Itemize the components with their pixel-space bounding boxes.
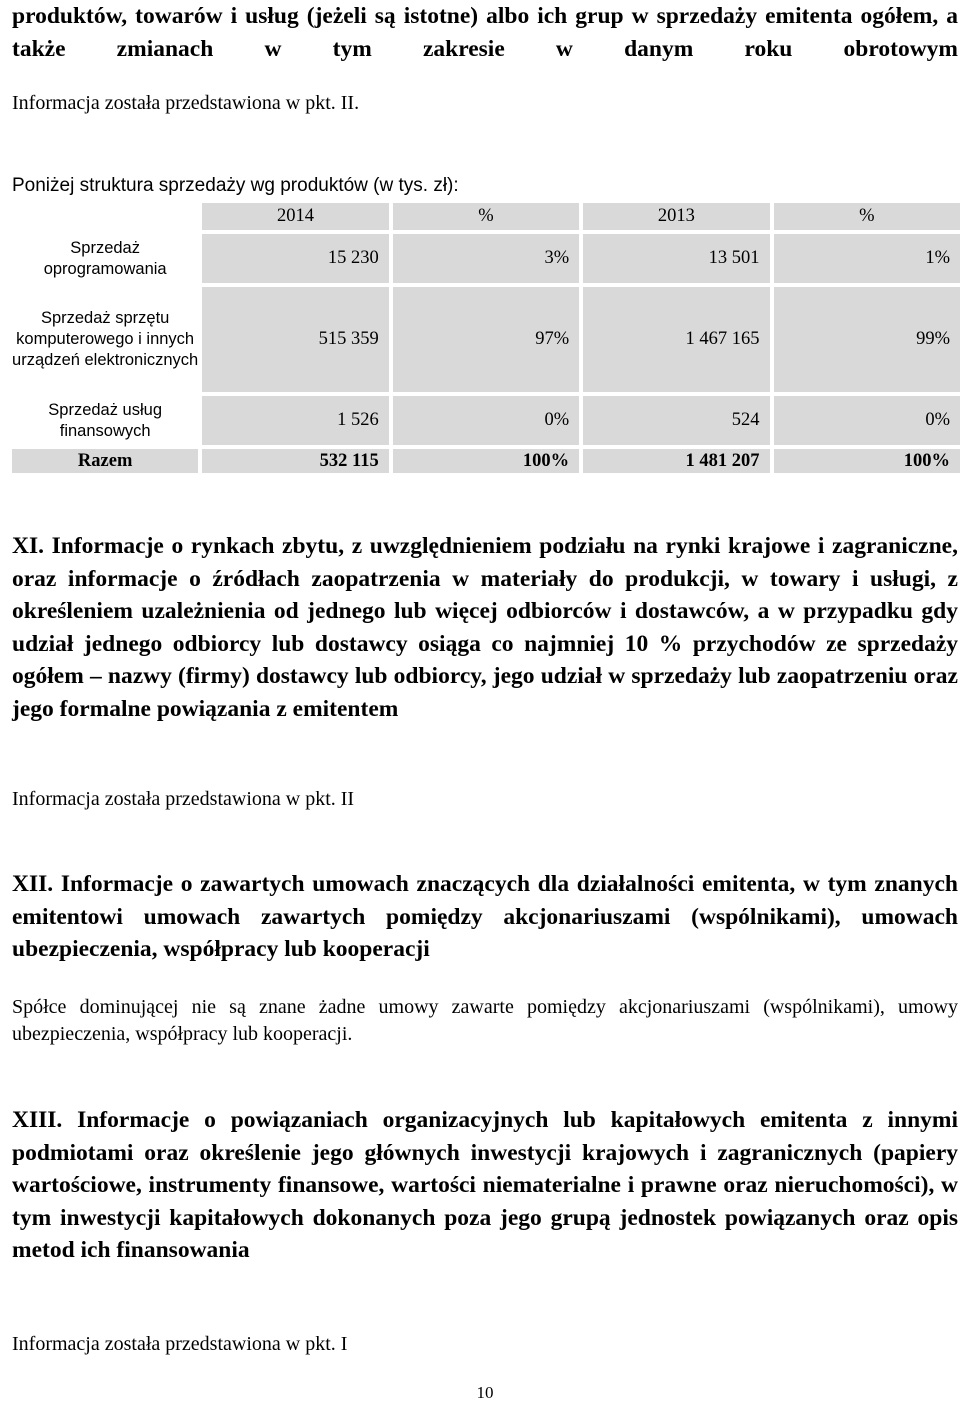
section-heading-continued: produktów, towarów i usług (jeżeli są istotne) albo ich grup w sprzedaży emitenta ogółem, a także zmianach w tym zakresie w danym roku obrotowym xyxy=(12,3,958,62)
table-row xyxy=(12,392,960,445)
cell-value-2014: 15 230 xyxy=(198,230,388,283)
row-label: Sprzedaż sprzętu komputerowego i innych urządzeń elektronicznych xyxy=(12,283,198,392)
sales-structure-table xyxy=(12,199,960,473)
section-xii-text: Spółce dominującej nie są znane żadne umowy zawarte pomiędzy akcjonariuszami (wspólnikami), umowy ubezpieczenia, współpracy lub kooperacji. xyxy=(12,996,958,1045)
table-row xyxy=(12,283,960,392)
cell-percent-2013: 99% xyxy=(770,283,960,392)
cell-value-2014: 1 526 xyxy=(198,392,388,445)
total-label: Razem xyxy=(12,445,198,473)
total-value-2013: 1 481 207 xyxy=(579,445,769,473)
section-xiii-heading: XIII. Informacje o powiązaniach organizacyjnych lub kapitałowych emitenta z innymi podmiotami oraz określenie jego głównych inwestycji krajowych i zagranicznych (papiery wartościowe, instrumenty finansowe, wartości niematerialne i prawne oraz nieruchomości), w tym inwestycji kapitałowych dokonanych poza jego grupą jednostek powiązanych oraz opis metod ich finansowania xyxy=(12,1107,958,1263)
cell-percent-2013: 0% xyxy=(770,392,960,445)
page-number: 10 xyxy=(476,1383,494,1402)
row-label: Sprzedaż oprogramowania xyxy=(12,230,198,283)
cell-percent-2013: 1% xyxy=(770,230,960,283)
header-percent-2014: % xyxy=(389,199,579,230)
section-xi-text: Informacja została przedstawiona w pkt. II xyxy=(12,788,355,810)
cell-value-2014: 515 359 xyxy=(198,283,388,392)
cell-percent-2014: 97% xyxy=(389,283,579,392)
header-2013: 2013 xyxy=(579,199,769,230)
cell-value-2013: 524 xyxy=(579,392,769,445)
cell-percent-2014: 0% xyxy=(389,392,579,445)
table-caption: Poniżej struktura sprzedaży wg produktów (w tys. zł): xyxy=(12,175,459,196)
total-percent-2014: 100% xyxy=(389,445,579,473)
info-line: Informacja została przedstawiona w pkt. II. xyxy=(12,92,360,114)
row-label: Sprzedaż usług finansowych xyxy=(12,392,198,445)
header-percent-2013: % xyxy=(770,199,960,230)
table-total-row xyxy=(12,445,960,473)
section-xi-heading: XI. Informacje o rynkach zbytu, z uwzględnieniem podziału na rynki krajowe i zagraniczne, oraz informacje o źródłach zaopatrzenia w materiały do produkcji, w towary i usługi, z określeniem uzależnienia od jednego lub więcej odbiorców i dostawców, a w przypadku gdy udział jednego odbiorcy lub dostawcy osiąga co najmniej 10 % przychodów ze sprzedaży ogółem – nazwy (firmy) dostawcy lub odbiorcy, jego udział w sprzedaży lub zaopatrzeniu oraz jego formalne powiązania z emitentem xyxy=(12,533,958,722)
total-percent-2013: 100% xyxy=(770,445,960,473)
section-xiii-text: Informacja została przedstawiona w pkt. I xyxy=(12,1333,348,1355)
section-xii-heading: XII. Informacje o zawartych umowach znaczących dla działalności emitenta, w tym znanych emitentowi umowach zawartych pomiędzy akcjonariuszami (wspólnikami), umowach ubezpieczenia, współpracy lub kooperacji xyxy=(12,871,958,962)
cell-value-2013: 1 467 165 xyxy=(579,283,769,392)
total-value-2014: 532 115 xyxy=(198,445,388,473)
header-2014: 2014 xyxy=(198,199,388,230)
header-empty-cell xyxy=(12,199,198,230)
table-row xyxy=(12,230,960,283)
table-header-row xyxy=(12,199,960,230)
cell-percent-2014: 3% xyxy=(389,230,579,283)
cell-value-2013: 13 501 xyxy=(579,230,769,283)
